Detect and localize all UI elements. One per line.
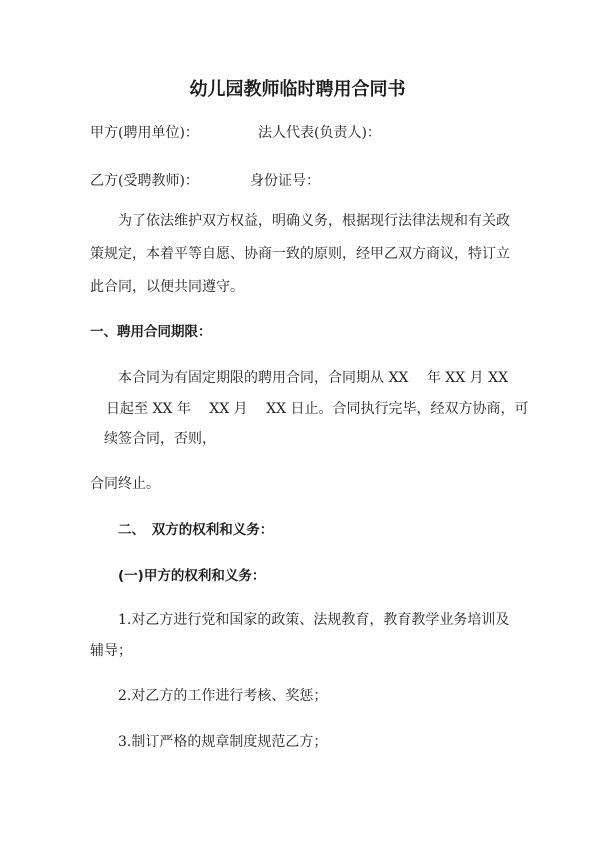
list-item: 2.对乙方的工作进行考核、奖惩；	[118, 688, 328, 704]
term-body-line: 续签合同，否则，	[104, 431, 216, 447]
term-end-line: 合同终止。	[90, 476, 160, 492]
list-item: 3.制订严格的规章制度规范乙方；	[118, 734, 328, 750]
intro-line: 为了依法维护双方权益，明确义务，根据现行法律法规和有关政	[118, 213, 510, 229]
party-a-label: 甲方(聘用单位)：	[90, 125, 199, 141]
term-body-line: 日起至 XX 年 XX 月 XX 日止。合同执行完毕，经双方协商，可	[106, 401, 529, 417]
list-item: 1.对乙方进行党和国家的政策、法规教育，教育教学业务培训及	[118, 612, 510, 628]
subsection-heading-party-a: (一)甲方的权利和义务：	[118, 568, 266, 584]
document-title: 幼儿园教师临时聘用合同书	[189, 79, 406, 100]
party-b-label: 乙方(受聘教师)：	[90, 173, 199, 189]
term-body-line: 本合同为有固定期限的聘用合同，合同期从 XX 年 XX 月 XX	[118, 370, 509, 386]
intro-line: 此合同，以便共同遵守。	[90, 279, 244, 295]
list-item: 辅导；	[90, 643, 132, 659]
section-heading-rights: 二、 双方的权利和义务：	[118, 522, 274, 538]
party-b-id-number-label: 身份证号：	[250, 173, 320, 189]
section-heading-term: 一、聘用合同期限：	[90, 324, 212, 340]
intro-line: 策规定，本着平等自愿、协商一致的原则，经甲乙双方商议，特订立	[90, 246, 510, 262]
party-a-representative-label: 法人代表(负责人)：	[258, 125, 381, 141]
